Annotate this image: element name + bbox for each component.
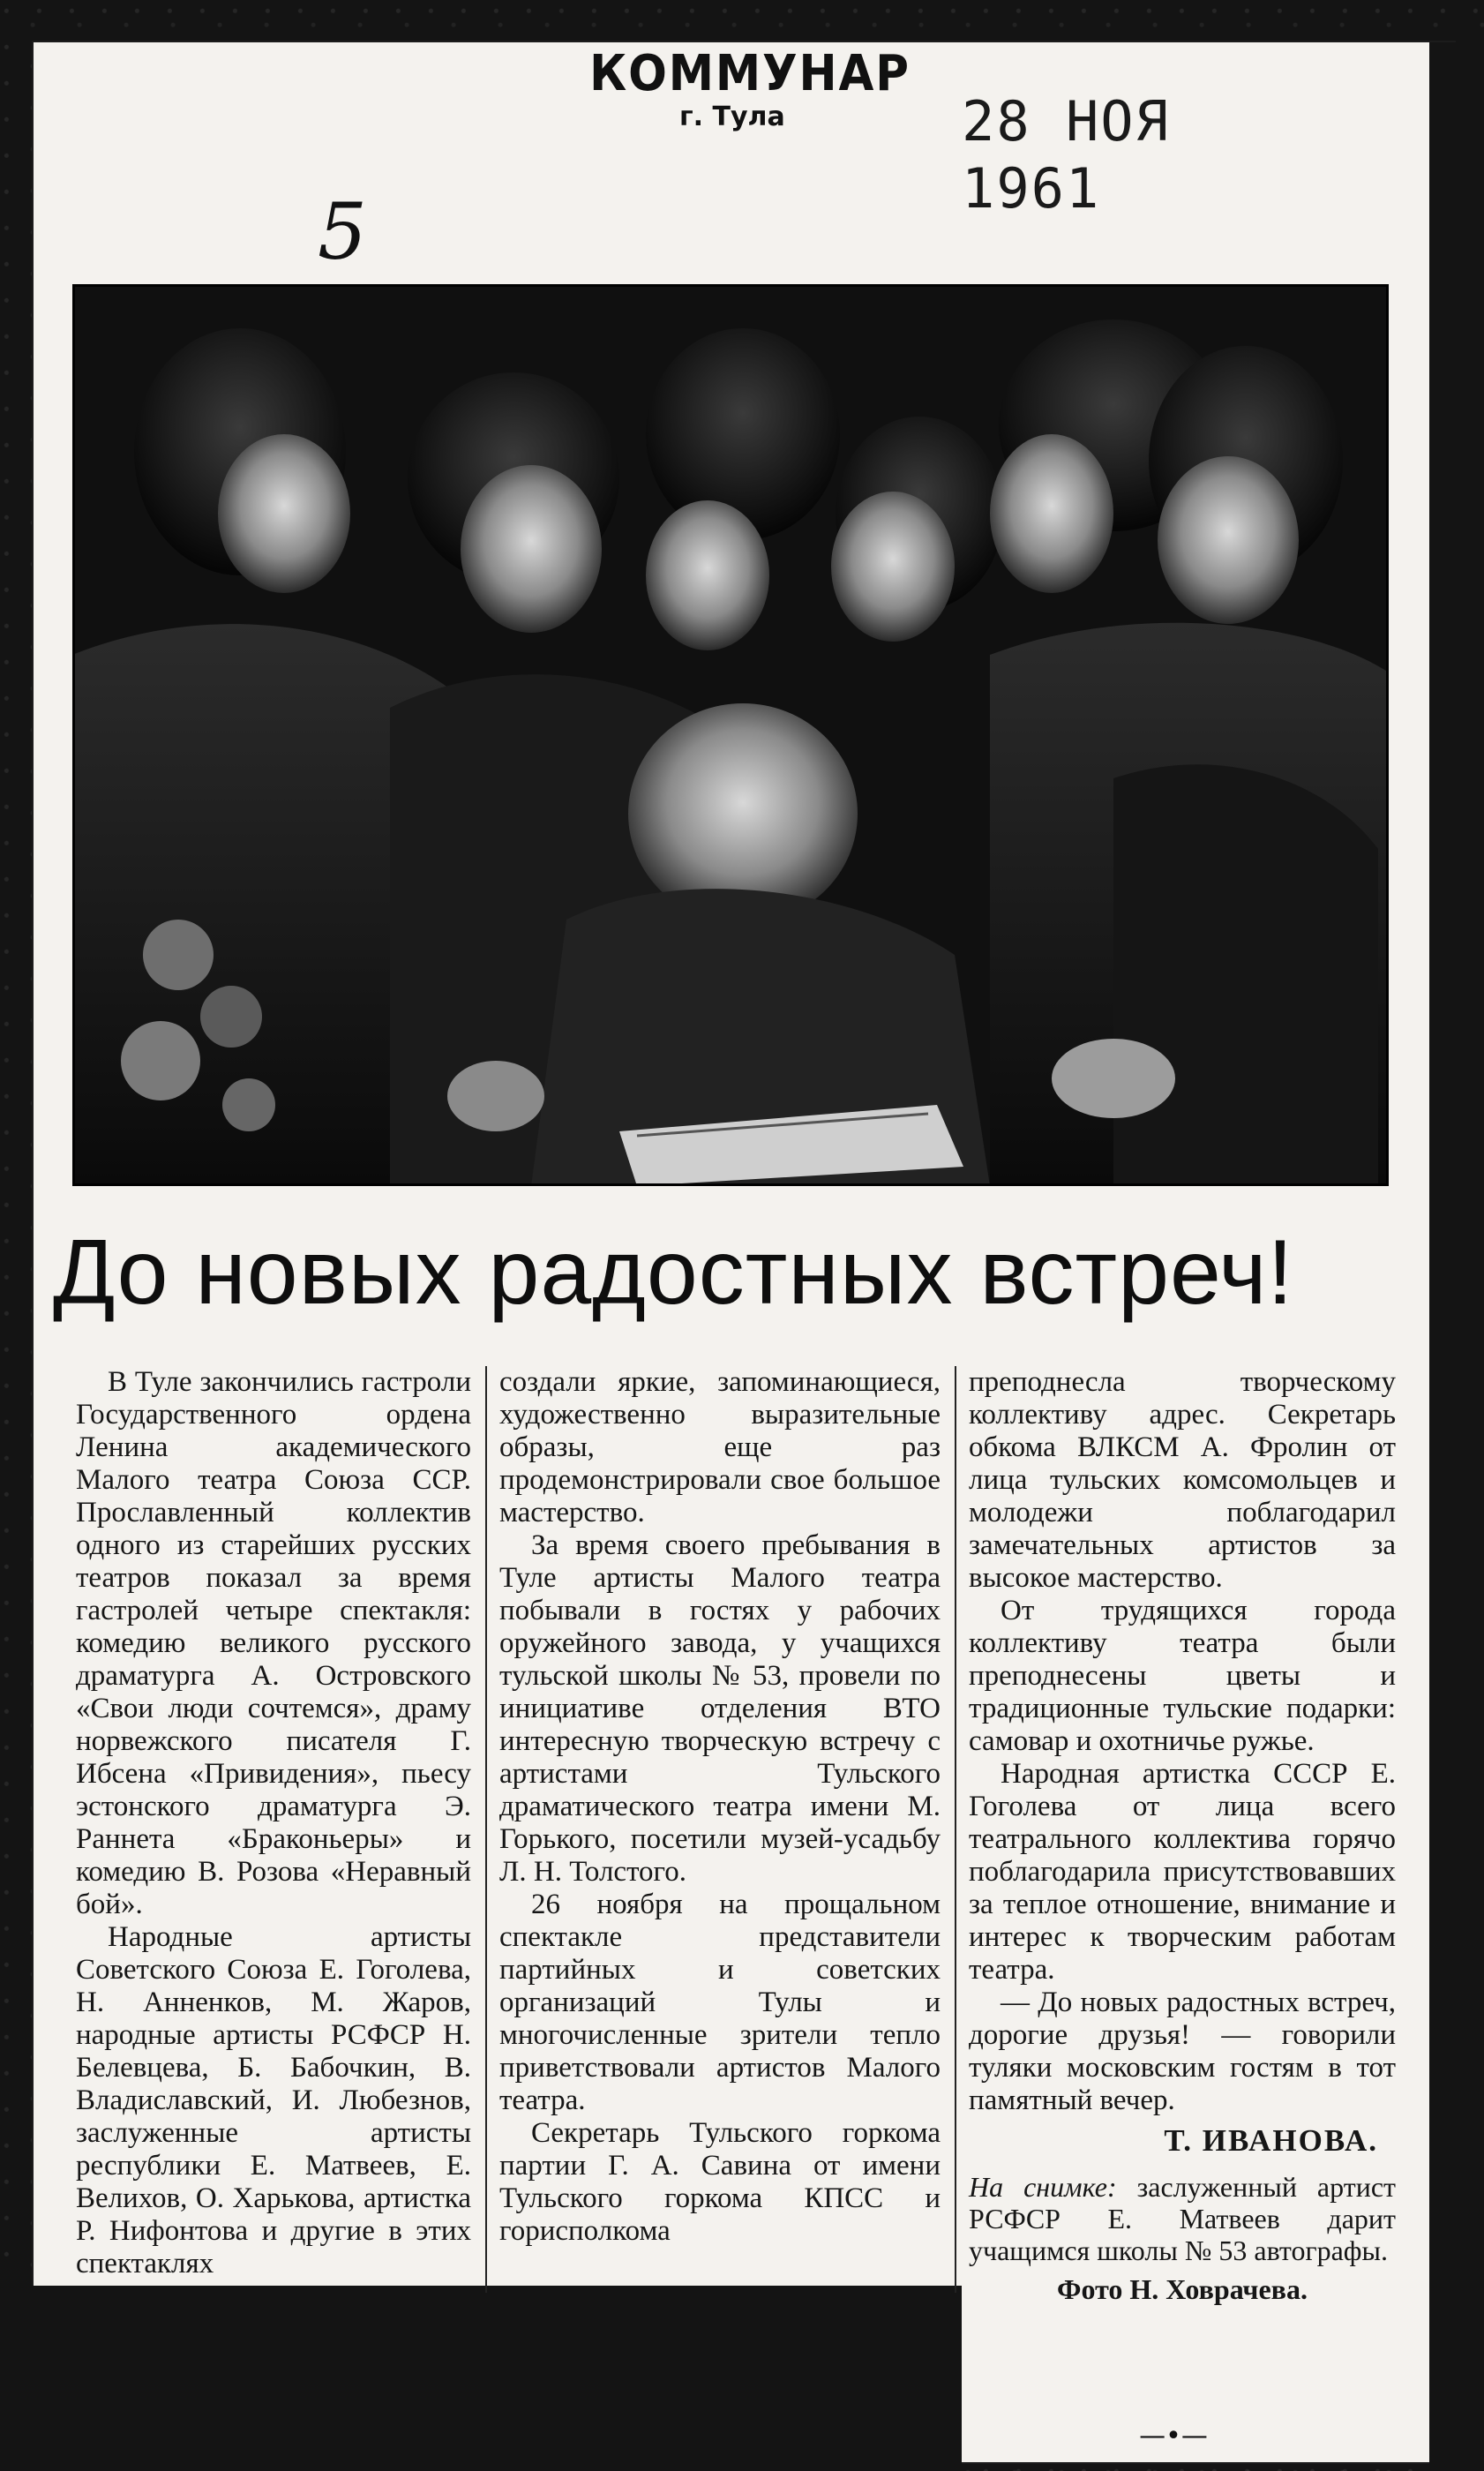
caption-body: заслуженный артист РСФСР Е. Матвеев дарит учащимся школы № 53 автографы. bbox=[969, 2171, 1397, 2266]
footer-ornament: —•— bbox=[1139, 2421, 1208, 2452]
article-column-2 bbox=[499, 1366, 941, 2248]
article-column-1 bbox=[76, 1366, 471, 2280]
article-paragraph: — До новых радостных встреч, дорогие друзья! — говорили туляки московским гостям в тот памятный вечер. bbox=[969, 1987, 1396, 2116]
column-rule bbox=[485, 1366, 487, 2293]
article-paragraph: Народные артисты Советского Союза Е. Гоголева, Н. Анненков, М. Жаров, народные артисты РСФСР Н. Белевцева, Б. Бабочкин, В. Владиславский, И. Любезнов, заслуженные артисты республики Е. Матвеев, Е. Велихов, О. Харькова, артистка Р. Нифонтова и другие в этих спектаклях bbox=[76, 1921, 471, 2279]
date-stamp: 28 НОЯ 1961 bbox=[962, 89, 1170, 221]
article-paragraph: От трудящихся города коллективу театра были преподнесены цветы и традиционные тульские подарки: самовар и охотничье ружье. bbox=[969, 1595, 1396, 1757]
article-paragraph: Народная артистка СССР Е. Гоголева от лица всего театрального коллектива горячо поблагодарила присутствовавших за теплое отношение, внимание и интерес к творческим работам театра. bbox=[969, 1758, 1396, 1986]
article-column-3 bbox=[969, 1366, 1396, 2306]
article-paragraph: Секретарь Тульского горкома партии Г. А. Савина от имени Тульского горкома КПСС и горисполкома bbox=[499, 2117, 941, 2247]
newspaper-city: г. Тула bbox=[679, 101, 785, 132]
masthead bbox=[573, 46, 926, 132]
article-paragraph: преподнесла творческому коллективу адрес. Секретарь обкома ВЛКСМ А. Фролин от лица тульских комсомольцев и молодежи поблагодарил замечательных артистов за высокое мастерство. bbox=[969, 1366, 1396, 1594]
article-paragraph: За время своего пребывания в Туле артисты Малого театра побывали в гостях у рабочих оружейного завода, у учащихся тульской школы № 53, провели по инициативе отделения ВТО интересную творческую встречу с артистами Тульского драматического театра имени М. Горького, посетили музей-усадьбу Л. Н. Толстого. bbox=[499, 1529, 941, 1888]
article-paragraph: 26 ноября на прощальном спектакле представители партийных и советских организаций Тулы и многочисленные зрители тепло приветствовали артистов Малого театра. bbox=[499, 1889, 941, 2116]
article-paragraph: создали яркие, запоминающиеся, художественно выразительные образы, еще раз продемонстрировали свое большое мастерство. bbox=[499, 1366, 941, 1528]
handwritten-mark: 5 bbox=[318, 186, 367, 277]
article-author: Т. ИВАНОВА. bbox=[1164, 2123, 1378, 2158]
article-headline: До новых радостных встреч! bbox=[53, 1221, 1294, 1324]
photo-caption bbox=[969, 2171, 1396, 2266]
article-paragraph: В Туле закончились гастроли Государственного ордена Ленина академического Малого театра Союза ССР. Прославленный коллектив одного из старейших русских театров показал за время гастролей четыре спектакля: комедию великого русского драматурга А. Островского «Свои люди сочтемся», драму норвежского писателя Г. Ибсена «Привидения», пьесу эстонского драматурга Э. Раннета «Браконьеры» и комедию В. Розова «Неравный бой». bbox=[76, 1366, 471, 1920]
photo-credit: Фото Н. Ховрачева. bbox=[1057, 2273, 1308, 2305]
photo-illustration bbox=[72, 284, 1389, 1186]
scanner-edge-bottom bbox=[0, 2286, 962, 2471]
article-photo bbox=[72, 284, 1389, 1186]
scanner-edge bbox=[1429, 42, 1484, 2471]
column-rule bbox=[955, 1366, 956, 2293]
caption-lead: На снимке: bbox=[969, 2171, 1137, 2203]
newspaper-name: КОММУНАР bbox=[589, 45, 911, 102]
